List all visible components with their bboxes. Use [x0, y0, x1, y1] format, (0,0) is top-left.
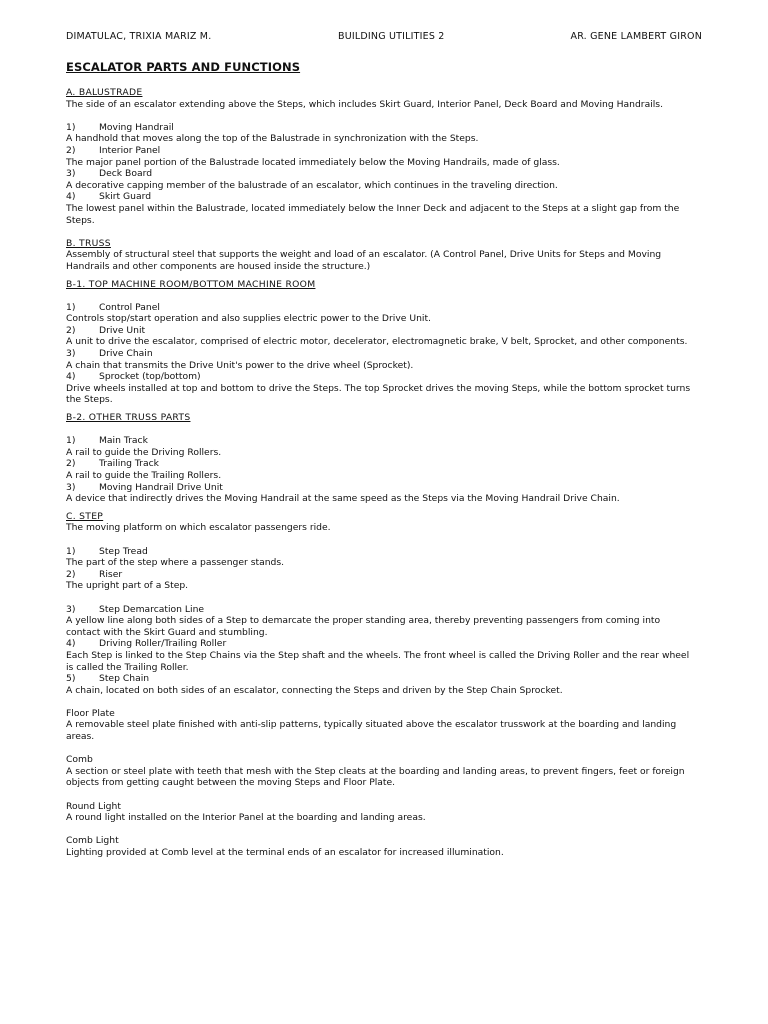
list-item	[66, 191, 696, 203]
item-number: 4)	[66, 371, 76, 383]
misc-part-round-light	[66, 801, 696, 824]
part-name: Comb Light	[66, 835, 119, 847]
item-description: The upright part of a Step.	[66, 580, 189, 592]
misc-part-floor-plate	[66, 708, 696, 743]
item-description: The lowest panel within the Balustrade, located immediately below the Inner Deck and adjacent to the Steps at a slight gap from the Steps.	[66, 202, 680, 226]
item-number: 1)	[66, 545, 76, 557]
list-item	[66, 348, 696, 360]
section-other-truss-parts	[66, 412, 696, 505]
list-item	[66, 168, 696, 180]
list-item	[66, 145, 696, 157]
list-item	[66, 604, 696, 616]
item-number: 3)	[66, 348, 76, 360]
item-description: A unit to drive the escalator, comprised of electric motor, decelerator, electromagnetic brake, V belt, Sprocket, and other components.	[66, 336, 688, 348]
list-item	[66, 546, 696, 558]
page-header	[66, 31, 702, 45]
list-item	[66, 435, 696, 447]
list-item	[66, 482, 696, 494]
item-number: 2)	[66, 144, 76, 156]
item-name: Trailing Track	[99, 458, 159, 470]
section-description: Assembly of structural steel that supports the weight and load of an escalator. (A Control Panel, Drive Units for Steps and Moving Handrails and other components are housed inside the structure.)	[66, 249, 662, 272]
part-description: A round light installed on the Interior Panel at the boarding and landing areas.	[66, 812, 426, 824]
section-heading: A. BALUSTRADE	[66, 87, 143, 98]
section-heading: C. STEP	[66, 510, 104, 522]
list-item	[66, 458, 696, 470]
list-item	[66, 673, 696, 685]
item-description: The part of the step where a passenger stands.	[66, 557, 285, 569]
item-description: A decorative capping member of the balustrade of an escalator, which continues in the traveling direction.	[66, 179, 558, 191]
item-description: A chain that transmits the Drive Unit's power to the drive wheel (Sprocket).	[66, 359, 414, 371]
item-name: Step Chain	[99, 673, 150, 685]
section-heading: B-2. OTHER TRUSS PARTS	[66, 412, 191, 424]
item-name: Driving Roller/Trailing Roller	[99, 638, 227, 650]
part-name: Comb	[66, 754, 93, 766]
item-number: 1)	[66, 301, 76, 313]
item-description: Each Step is linked to the Step Chains via the Step shaft and the wheels. The front wheel is called the Driving Roller and the rear wheel is called the Trailing Roller.	[66, 649, 690, 673]
item-name: Deck Board	[99, 168, 153, 180]
item-number: 3)	[66, 603, 76, 615]
list-item	[66, 325, 696, 337]
misc-part-comb-light	[66, 835, 696, 858]
item-name: Moving Handrail	[99, 121, 174, 133]
item-description: A yellow line along both sides of a Step to demarcate the proper standing area, thereby preventing passengers from coming into contact with the Skirt Guard and stumbling.	[66, 615, 661, 638]
item-number: 2)	[66, 324, 76, 336]
section-truss	[66, 238, 696, 273]
part-description: Lighting provided at Comb level at the terminal ends of an escalator for increased illumination.	[66, 847, 504, 858]
part-description: A section or steel plate with teeth that mesh with the Step cleats at the boarding and landing areas, to prevent fingers, feet or foreign objects from getting caught between the moving Steps and Floor Plate.	[66, 765, 685, 789]
course-name: BUILDING UTILITIES 2	[338, 31, 445, 42]
item-number: 3)	[66, 168, 76, 180]
list-item	[66, 302, 696, 314]
item-name: Main Track	[99, 435, 148, 447]
item-description: A rail to guide the Trailing Rollers.	[66, 470, 222, 481]
item-number: 4)	[66, 638, 76, 650]
item-number: 1)	[66, 435, 76, 447]
document-body	[66, 60, 696, 859]
part-name: Floor Plate	[66, 707, 115, 719]
item-description: A rail to guide the Driving Rollers.	[66, 446, 222, 458]
list-item	[66, 569, 696, 581]
part-description: A removable steel plate finished with anti-slip patterns, typically situated above the escalator trusswork at the boarding and landing areas.	[66, 719, 677, 743]
item-name: Drive Unit	[99, 324, 146, 336]
section-description: The side of an escalator extending above the Steps, which includes Skirt Guard, Interior Panel, Deck Board and Moving Handrails.	[66, 98, 664, 110]
item-name: Interior Panel	[99, 144, 161, 156]
document-title: ESCALATOR PARTS AND FUNCTIONS	[66, 60, 301, 74]
author-name: DIMATULAC, TRIXIA MARIZ M.	[66, 31, 212, 42]
section-balustrade	[66, 87, 696, 226]
list-item	[66, 638, 696, 650]
item-description: The major panel portion of the Balustrade located immediately below the Moving Handrails, made of glass.	[66, 156, 560, 168]
section-description: The moving platform on which escalator passengers ride.	[66, 522, 331, 534]
item-number: 4)	[66, 191, 76, 203]
item-number: 2)	[66, 458, 76, 470]
section-heading: B. TRUSS	[66, 237, 111, 249]
misc-part-comb	[66, 754, 696, 789]
list-item	[66, 122, 696, 134]
item-description: Controls stop/start operation and also supplies electric power to the Drive Unit.	[66, 313, 431, 325]
section-machine-room	[66, 279, 696, 407]
item-description: A device that indirectly drives the Moving Handrail at the same speed as the Steps via the Moving Handrail Drive Chain.	[66, 493, 620, 505]
item-description: A handhold that moves along the top of the Balustrade in synchronization with the Steps.	[66, 133, 479, 145]
item-name: Riser	[99, 568, 123, 580]
section-step	[66, 511, 696, 697]
item-name: Control Panel	[99, 301, 160, 313]
section-heading: B-1. TOP MACHINE ROOM/BOTTOM MACHINE ROOM	[66, 278, 316, 290]
item-number: 3)	[66, 481, 76, 493]
item-number: 1)	[66, 121, 76, 133]
item-name: Skirt Guard	[99, 191, 152, 203]
item-number: 2)	[66, 568, 76, 580]
item-description: Drive wheels installed at top and bottom to drive the Steps. The top Sprocket drives the moving Steps, while the bottom sprocket turns the Steps.	[66, 382, 691, 406]
list-item	[66, 371, 696, 383]
item-name: Sprocket (top/bottom)	[99, 371, 201, 383]
item-name: Step Tread	[99, 545, 148, 557]
item-name: Step Demarcation Line	[99, 603, 205, 615]
item-name: Drive Chain	[99, 348, 153, 360]
item-name: Moving Handrail Drive Unit	[99, 481, 223, 493]
item-description: A chain, located on both sides of an escalator, connecting the Steps and driven by the Step Chain Sprocket.	[66, 684, 563, 696]
instructor-name: AR. GENE LAMBERT GIRON	[570, 31, 702, 42]
part-name: Round Light	[66, 800, 121, 812]
item-number: 5)	[66, 673, 76, 685]
